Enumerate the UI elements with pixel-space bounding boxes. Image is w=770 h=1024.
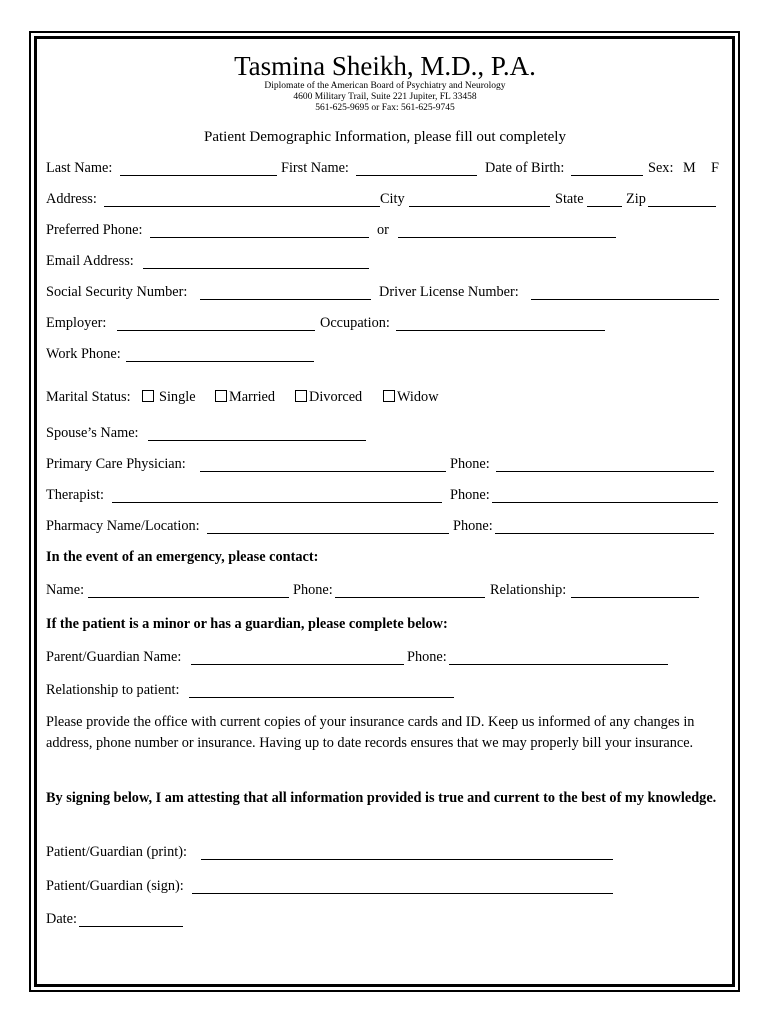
divorced-label: Divorced xyxy=(309,389,363,405)
form-subtitle: Patient Demographic Information, please fill out completely xyxy=(204,129,566,145)
work-phone-label: Work Phone: xyxy=(46,346,121,362)
first-name-label: First Name: xyxy=(281,160,349,176)
driver-license-field[interactable] xyxy=(531,299,719,300)
first-name-field[interactable] xyxy=(356,175,477,176)
relationship-to-patient-label: Relationship to patient: xyxy=(46,682,180,698)
therapist-field[interactable] xyxy=(112,502,442,503)
emergency-heading: In the event of an emergency, please contact: xyxy=(46,549,319,565)
state-label: State xyxy=(555,191,584,207)
pcp-phone-label: Phone: xyxy=(450,456,490,472)
therapist-phone-field[interactable] xyxy=(492,502,718,503)
pharmacy-label: Pharmacy Name/Location: xyxy=(46,518,200,534)
preferred-phone-field[interactable] xyxy=(150,237,369,238)
ssn-field[interactable] xyxy=(200,299,371,300)
city-label: City xyxy=(380,191,405,207)
occupation-field[interactable] xyxy=(396,330,605,331)
email-label: Email Address: xyxy=(46,253,134,269)
marital-status-label: Marital Status: xyxy=(46,389,131,405)
widow-label: Widow xyxy=(397,389,439,405)
state-field[interactable] xyxy=(587,206,622,207)
guardian-phone-label: Phone: xyxy=(407,649,447,665)
zip-field[interactable] xyxy=(648,206,716,207)
attestation-statement: By signing below, I am attesting that all information provided is true and current to the best of my knowledge. xyxy=(46,790,717,806)
therapist-phone-label: Phone: xyxy=(450,487,490,503)
last-name-field[interactable] xyxy=(120,175,277,176)
pcp-phone-field[interactable] xyxy=(496,471,714,472)
divorced-checkbox[interactable] xyxy=(295,390,307,402)
pcp-label: Primary Care Physician: xyxy=(46,456,186,472)
date-field[interactable] xyxy=(79,926,183,927)
alternate-phone-field[interactable] xyxy=(398,237,616,238)
single-label: Single xyxy=(159,389,196,405)
pharmacy-phone-label: Phone: xyxy=(453,518,493,534)
therapist-label: Therapist: xyxy=(46,487,104,503)
driver-license-label: Driver License Number: xyxy=(379,284,519,300)
employer-label: Employer: xyxy=(46,315,107,331)
emergency-phone-field[interactable] xyxy=(335,597,485,598)
emergency-phone-label: Phone: xyxy=(293,582,333,598)
guardian-name-field[interactable] xyxy=(191,664,404,665)
occupation-label: Occupation: xyxy=(320,315,390,331)
contact-line: 561-625-9695 or Fax: 561-625-9745 xyxy=(315,103,455,113)
address-field[interactable] xyxy=(104,206,380,207)
spouse-name-field[interactable] xyxy=(148,440,366,441)
pharmacy-field[interactable] xyxy=(207,533,449,534)
guardian-phone-field[interactable] xyxy=(449,664,668,665)
pharmacy-phone-field[interactable] xyxy=(495,533,714,534)
guardian-print-label: Patient/Guardian (print): xyxy=(46,844,187,860)
single-checkbox[interactable] xyxy=(142,390,154,402)
guardian-print-field[interactable] xyxy=(201,859,613,860)
guardian-sign-label: Patient/Guardian (sign): xyxy=(46,878,184,894)
emergency-name-label: Name: xyxy=(46,582,85,598)
insurance-notice: Please provide the office with current copies of your insurance cards and ID. Keep us informed of any changes in address, phone number or insurance. Having up to date records ensures that we may properly bill your insurance. xyxy=(46,714,695,751)
address-label: Address: xyxy=(46,191,97,207)
city-field[interactable] xyxy=(409,206,550,207)
minor-heading: If the patient is a minor or has a guardian, please complete below: xyxy=(46,616,448,632)
sex-f-option[interactable]: F xyxy=(711,160,719,176)
emergency-relationship-label: Relationship: xyxy=(490,582,567,598)
pcp-field[interactable] xyxy=(200,471,446,472)
married-checkbox[interactable] xyxy=(215,390,227,402)
guardian-signature-field[interactable] xyxy=(192,893,613,894)
emergency-name-field[interactable] xyxy=(88,597,289,598)
work-phone-field[interactable] xyxy=(126,361,314,362)
or-label: or xyxy=(377,222,389,238)
relationship-to-patient-field[interactable] xyxy=(189,697,454,698)
practice-title: Tasmina Sheikh, M.D., P.A. xyxy=(234,51,536,81)
married-label: Married xyxy=(229,389,276,405)
sex-m-option[interactable]: M xyxy=(683,160,696,176)
preferred-phone-label: Preferred Phone: xyxy=(46,222,143,238)
zip-label: Zip xyxy=(626,191,646,207)
guardian-name-label: Parent/Guardian Name: xyxy=(46,649,182,665)
last-name-label: Last Name: xyxy=(46,160,113,176)
credential-line: Diplomate of the American Board of Psychiatry and Neurology xyxy=(264,81,506,91)
email-field[interactable] xyxy=(143,268,369,269)
spouse-name-label: Spouse’s Name: xyxy=(46,425,139,441)
ssn-label: Social Security Number: xyxy=(46,284,188,300)
date-label: Date: xyxy=(46,911,77,927)
address-line: 4600 Military Trail, Suite 221 Jupiter, FL 33458 xyxy=(293,92,477,102)
widow-checkbox[interactable] xyxy=(383,390,395,402)
sex-label: Sex: xyxy=(648,160,674,176)
dob-field[interactable] xyxy=(571,175,643,176)
emergency-relationship-field[interactable] xyxy=(571,597,699,598)
employer-field[interactable] xyxy=(117,330,315,331)
dob-label: Date of Birth: xyxy=(485,160,565,176)
